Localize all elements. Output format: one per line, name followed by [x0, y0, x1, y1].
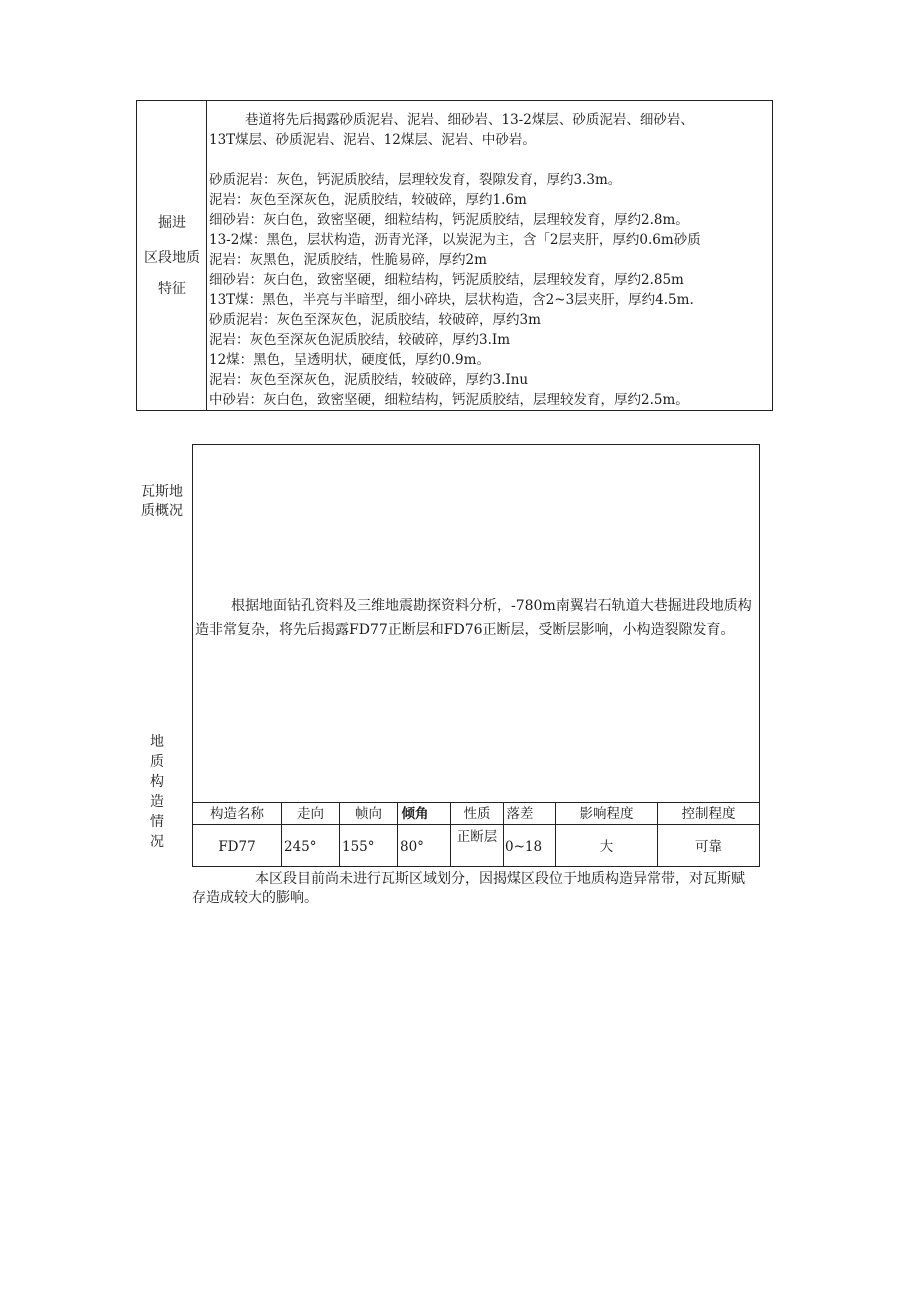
- structure-label-char: 构: [150, 774, 164, 790]
- cell-dip-angle: 80°: [400, 839, 424, 855]
- layer-line: 12煤：黑色，呈透明状，硬度低，厚约0.9m。: [209, 352, 490, 368]
- layer-line: 砂质泥岩：灰色至深灰色，泥质胶结，较破碎，厚约3m: [209, 312, 541, 328]
- cell-strike: 245°: [284, 839, 317, 855]
- gas-note-line-2: 存造成较大的膨响。: [192, 890, 318, 906]
- box-right-border: [759, 444, 760, 867]
- layer-line: 泥岩：灰色至深灰色，泥质胶结，较破碎，厚约1.6m: [209, 192, 527, 208]
- layer-line: 泥岩：灰色至深灰色，泥质胶结，较破碎，厚约3.Inu: [209, 372, 529, 388]
- cell-dip-direction: 155°: [342, 839, 375, 855]
- gas-label-line-2: 质概况: [141, 503, 183, 519]
- table1-top-border: [136, 100, 773, 101]
- structure-label-char: 造: [150, 794, 164, 810]
- table1-left-border: [136, 100, 137, 411]
- section-label-line-1: 掘进: [158, 215, 186, 231]
- header-dip-direction: 帧向: [355, 806, 382, 822]
- header-throw: 落差: [506, 806, 534, 822]
- box-left-border: [192, 444, 193, 867]
- layer-line: 细砂岩：灰白色，致密坚硬，细粒结构，钙泥质胶结，层理较发育，厚约2.8m。: [209, 212, 689, 228]
- box-bottom-border: [192, 866, 760, 867]
- gas-label-line-1: 瓦斯地: [141, 484, 183, 500]
- structure-label-char: 质: [150, 754, 164, 770]
- table1-bottom-border: [136, 410, 773, 411]
- fault-table-top-border: [192, 802, 760, 803]
- cell-impact: 大: [599, 839, 614, 855]
- layer-line: 泥岩：灰黑色，泥质胶结，性脆易碎，厚约2m: [209, 252, 487, 268]
- layer-line: 泥岩：灰色至深灰色泥质胶结，较破碎，厚约3.Im: [209, 332, 511, 348]
- header-dip-angle: 倾角: [401, 806, 429, 822]
- fault-table-header-border: [192, 824, 760, 825]
- cell-throw: 0~18: [505, 839, 543, 855]
- structure-label-char: 况: [150, 834, 164, 850]
- header-impact: 影响程度: [579, 806, 634, 822]
- header-structure-name: 构造名称: [210, 806, 264, 822]
- layer-line: 细砂岩：灰白色，致密坚硬，细粒结构，钙泥质胶结，层理较发育，厚约2.85m: [209, 272, 684, 288]
- section-label-line-2: 区段地质: [144, 250, 200, 266]
- box-top-border: [192, 444, 759, 445]
- geology-paragraph: 根据地面钻孔资料及三维地震勘探资料分析，-780m南翼岩石轨道大巷掘进段地质构造非常复杂，将先后揭露FD77正断层和FD76正断层，受断层影响，小构造裂隙发育。: [195, 598, 752, 638]
- table1-right-border: [772, 100, 773, 411]
- intro-line-2: 13T煤层、砂质泥岩、泥岩、12煤层、泥岩、中砂岩。: [209, 132, 536, 148]
- structure-label-char: 地: [150, 734, 164, 750]
- layer-line: 13-2煤：黑色，层状构造，沥青光泽，以炭泥为主，含「2层夹肝，厚约0.6m砂质: [209, 232, 701, 248]
- section-label-line-3: 特征: [158, 281, 186, 297]
- cell-structure-name: FD77: [218, 839, 256, 855]
- layer-line: 中砂岩：灰白色，致密坚硬，细粒结构，钙泥质胶结，层理较发育，厚约2.5m。: [209, 392, 689, 408]
- layer-line: 13T煤：黑色，半亮与半暗型，细小碎块，层状构造，含2~3层夹肝，厚约4.5m.: [209, 292, 694, 308]
- structure-label-char: 情: [150, 814, 164, 830]
- gas-note-line-1: 本区段目前尚未进行瓦斯区域划分，因揭煤区段位于地质构造异常带，对瓦斯赋: [255, 871, 745, 887]
- cell-nature: 正断层: [456, 829, 498, 845]
- header-strike: 走向: [297, 806, 324, 822]
- intro-line-1: 巷道将先后揭露砂质泥岩、泥岩、细砂岩、13-2煤层、砂质泥岩、细砂岩、: [245, 112, 694, 128]
- cell-control: 可靠: [695, 839, 722, 855]
- header-nature: 性质: [463, 806, 491, 822]
- table1-divider: [206, 100, 207, 411]
- layer-line: 砂质泥岩：灰色，钙泥质胶结，层理较发育，裂隙发育，厚约3.3m。: [209, 172, 622, 188]
- header-control: 控制程度: [681, 806, 736, 822]
